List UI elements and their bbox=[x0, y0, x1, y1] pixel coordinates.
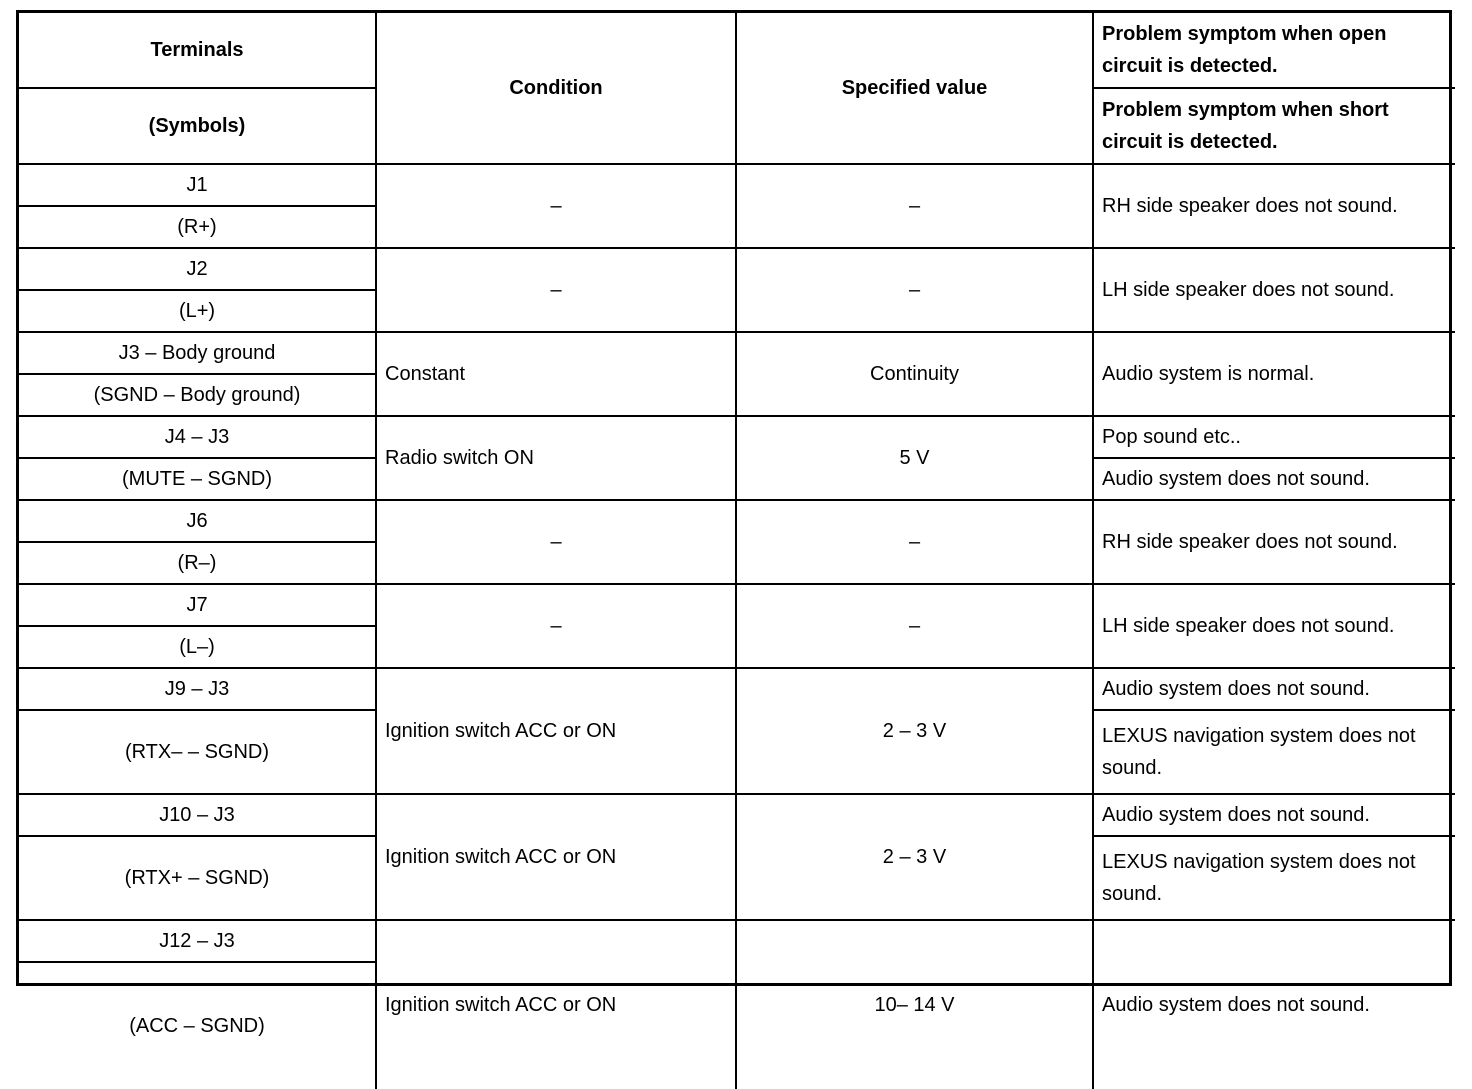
symbol-cell: (SGND – Body ground) bbox=[19, 375, 377, 417]
condition-cell: Radio switch ON bbox=[377, 417, 737, 501]
symptom-cell: Audio system is normal. bbox=[1094, 333, 1455, 417]
terminal-cell: J6 bbox=[19, 501, 377, 543]
terminal-cell: J9 – J3 bbox=[19, 669, 377, 711]
value-cell: 2 – 3 V bbox=[737, 795, 1094, 921]
value-cell: 2 – 3 V bbox=[737, 669, 1094, 795]
value-cell: – bbox=[737, 585, 1094, 669]
symptom-cell: RH side speaker does not sound. bbox=[1094, 165, 1455, 249]
symptom-cell: LEXUS navigation system does not sound. bbox=[1094, 837, 1455, 921]
condition-cell: Constant bbox=[377, 333, 737, 417]
value-cell: 10– 14 V bbox=[737, 921, 1094, 1089]
value-cell: – bbox=[737, 165, 1094, 249]
terminal-cell: J4 – J3 bbox=[19, 417, 377, 459]
terminal-cell: J12 – J3 bbox=[19, 921, 377, 963]
header-open-symptom: Problem symptom when open circuit is detected. bbox=[1094, 13, 1455, 89]
header-short-symptom: Problem symptom when short circuit is detected. bbox=[1094, 89, 1455, 165]
symbol-cell: (RTX+ – SGND) bbox=[19, 837, 377, 921]
symbol-cell: (MUTE – SGND) bbox=[19, 459, 377, 501]
symptom-cell: Audio system does not sound. bbox=[1102, 994, 1370, 1016]
symptom-cell: Audio system does not sound. bbox=[1094, 459, 1455, 501]
value-cell: – bbox=[737, 249, 1094, 333]
header-specified-value: Specified value bbox=[737, 13, 1094, 165]
condition-cell: Ignition switch ACC or ON bbox=[377, 795, 737, 921]
condition-cell: – bbox=[377, 165, 737, 249]
header-condition: Condition bbox=[377, 13, 737, 165]
symbol-cell: (R–) bbox=[19, 543, 377, 585]
condition-cell: – bbox=[377, 585, 737, 669]
symbol-cell: (L+) bbox=[19, 291, 377, 333]
terminal-cell: J7 bbox=[19, 585, 377, 627]
symptom-cell: RH side speaker does not sound. bbox=[1094, 501, 1455, 585]
symbol-cell: (RTX– – SGND) bbox=[19, 711, 377, 795]
symptom-cell: LH side speaker does not sound. bbox=[1094, 249, 1455, 333]
header-symbols: (Symbols) bbox=[19, 89, 377, 165]
terminal-cell: J1 bbox=[19, 165, 377, 207]
symptom-cell: LH side speaker does not sound. bbox=[1094, 585, 1455, 669]
terminal-cell: J3 – Body ground bbox=[19, 333, 377, 375]
value-cell: 5 V bbox=[737, 417, 1094, 501]
condition-cell: Ignition switch ACC or ON bbox=[377, 921, 737, 1089]
condition-cell: Ignition switch ACC or ON bbox=[377, 669, 737, 795]
terminal-cell: J10 – J3 bbox=[19, 795, 377, 837]
symbol-cell: (R+) bbox=[19, 207, 377, 249]
terminal-cell: J2 bbox=[19, 249, 377, 291]
value-cell: – bbox=[737, 501, 1094, 585]
symptom-cell: LEXUS navigation system does not sound. bbox=[1094, 711, 1455, 795]
symbol-cell: (L–) bbox=[19, 627, 377, 669]
symptom-cell: Pop sound etc.. bbox=[1094, 417, 1455, 459]
symptom-cell: Audio system does not sound. bbox=[1094, 669, 1455, 711]
symptom-cell: Audio system does not sound. bbox=[1094, 795, 1455, 837]
value-cell: Continuity bbox=[737, 333, 1094, 417]
symbol-cell: (ACC – SGND) bbox=[19, 963, 377, 1089]
header-terminals: Terminals bbox=[19, 13, 377, 89]
condition-cell: – bbox=[377, 249, 737, 333]
terminal-spec-table bbox=[16, 10, 1452, 1037]
condition-cell: – bbox=[377, 501, 737, 585]
